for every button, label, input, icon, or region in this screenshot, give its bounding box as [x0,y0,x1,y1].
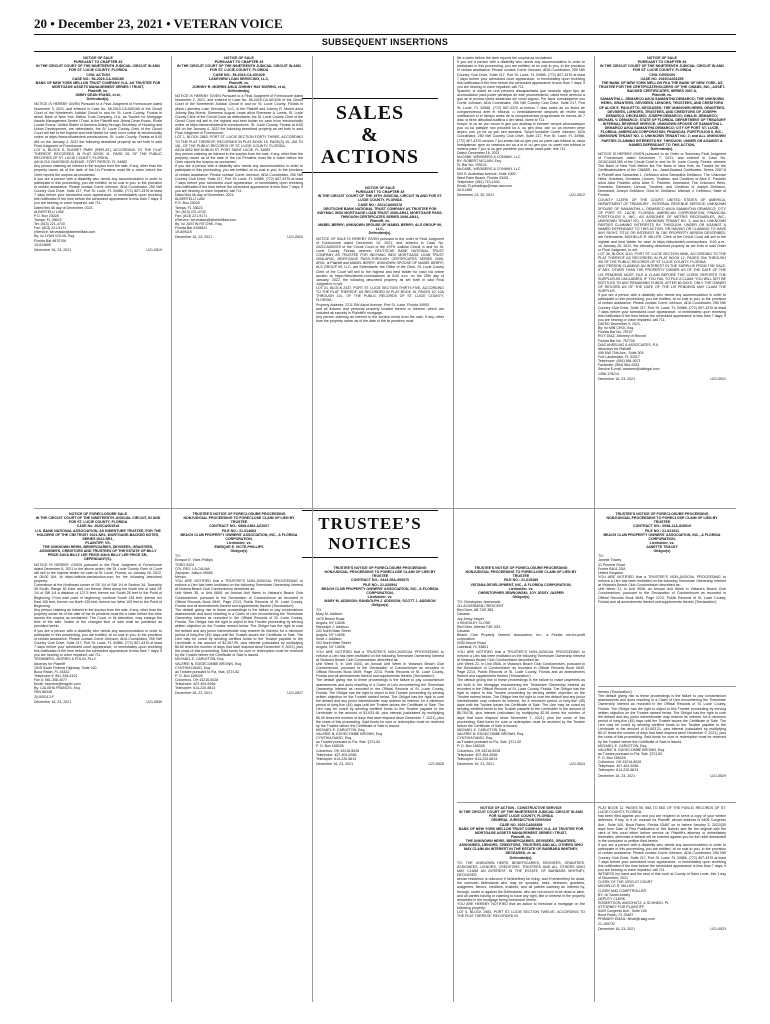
notice-footer [598,377,726,381]
column-divider [594,56,595,1002]
notice-title: NOTICE OF FORECLOSURE SALE IN THE CIRCUIT COURT OF THE NINETEENTH JUDICIAL CIRCUIT, IN AND FOR ST. LUCIE COUNTY, FLORIDA CASE No. 2020CA001518 U.S. BANK NATIONAL ASSOCIATION, AS INDENTURE TRUSTEE, FOR THE HOLDERS OF THE CIM TRUST 2021-NR1, MORTGAGE-BACKED NOTES, SERIES 2021-NR1, PLAINTIFF, VS. THE UNKNOWN HEIRS, BENEFICIARIES, DEVISEES, GRANTEES, ASSIGNEES, CREDITORS AND TRUSTEES OF THE ESTATE OF BILLY PRICE A/K/A BILLY LEE PRICE A/K/A BILLY LEE PRICE SR., DEFENDANT(S). [35,512,161,562]
notice-column [316,186,444,506]
trustees-notices-heading [300,514,440,554]
notice-date: December 16, 23, 2021 [598,926,636,931]
page-header: 20 • December 23, 2021 • VETERAN VOICE [34,16,283,31]
sales-heading-rule-bottom [302,172,438,173]
notice-column [598,512,726,682]
notice-column [34,56,162,506]
notice-code: U21-0525 [428,761,444,766]
trustee-heading-rule-top [302,510,438,511]
notice-code: U21-0522 [569,193,585,198]
notice-column [598,56,726,506]
notice-column [457,56,585,506]
notice-date: December 16, 23, 2021 [34,247,72,252]
notice-body: NOTICE IS HEREBY GIVEN Pursuant to a Final Judgment of Foreclosure dated November 3, 2021, and entered in Case No. 56-2019-CA-000165 of the Circuit Court of the Nineteenth Judicial Circuit in and for St. Lucie County, Florida in which Bank of New York Mellon Trust Company, N.A. as Trustee for Mortgage Assets Management Series I Trust, is the Plaintiff and Jimmy Dean Evans, Rosie Louise Evans, United States of America Acting through Secretary of Housing and Urban Development, are defendants, the St. Lucie County Clerk of the Circuit Court will sell to the highest and best bidder for cash in/on online at electronically online at https://www.stlucieclerk.com/auctions, St. Lucie County, Florida at 8:00 AM on the January 4, 2022 the following described property as set forth in said Final Judgment of Foreclosure: LOT 6, BLOCK 9, SUNSET PARK (REPLAT), ACCORDING TO THE PLAT THEREOF, RECORDED IN PLAT BOOK 11, PAGE 28, OF THE PUBLIC RECORDS OF ST. LUCIE COUNTY, FLORIDA. A/K/A 210 OAKRIDGE AVENUE, FORT PIERCE, FL 34982 Any person claiming an interest in the surplus from the sale, if any, other than the property owner as of the date of the Lis Pendens must file a claim before the Clerk reports the surplus as unclaimed. If you are a person with a disability who needs any accommodation in order to participate in this proceeding, you are entitled, at no cost to you, to the provision of certain assistance. Please contact Corrie Johnson, ADA Coordinator, 250 NW Country Club Drive, Suite 217, Port St. Lucie, FL 34986, (772) 807-4370 at least 7 days before your scheduled court appearance, or immediately upon receiving this notification if the time before the scheduled appearance is less than 7 days; if you are hearing or voice impaired, call 711. Dated this 06 day of December, 2021. ALBERTELLI LAW P.O. Box 23028 Tampa, FL 33623 Tel: (813) 221-4743 Fax: (813) 221-9171 eService: servealaw@albertellilaw.com By: /s/ LYNN VOUIS, Esq. Florida Bar #870706 19-024689 [34,102,162,247]
notice-footer [457,762,585,766]
notice-footer [34,248,162,252]
sales-actions-heading [300,102,440,168]
notice-code: U21-0527 [287,691,303,696]
notice-date: December 23, 30, 2021 [457,193,495,198]
notice-column [316,566,444,1002]
notice-title: NOTICE OF ACTION - CONSTRUCTIVE SERVICE IN THE CIRCUIT COURT OF THE NINETEENTH JUDICIAL CIRCUIT IN AND FOR SAINT LUCIE COUNTY, FLORIDA GENERAL JURISDICTION DIVISION CASE NO. 2021CA001858 BANK OF NEW YORK MELLON TRUST COMPANY, N.A. AS TRUSTEE FOR MORTGAGE ASSETS MANAGEMENT SERIES I TRUST, Plaintiff, vs. THE UNKNOWN HEIRS, BENEFICIARIES, DEVISEES, GRANTEES, ASSIGNEES, LIENORS, CREDITORS, TRUSTEES AND ALL OTHERS WHO MAY CLAIM AN INTEREST IN THE ESTATE OF BARBARA WHITNEY, DECEASED, et. al. Defendant(s), [458,806,584,860]
sales-heading-amp: & [361,124,379,146]
notice-title: NOTICE OF SALE PURSUANT TO CHAPTER 45 IN THE CIRCUIT COURT OF THE NINETEENTH JUDICIAL CIRCUIT IN AND FOR ST. LUCIE COUNTY, FLORIDA CIVIL ACTION CASE NO.: 56-2019-CA-000165 BANK OF NEW YORK MELLON TRUST COMPANY, N.A. AS TRUSTEE FOR MORTGAGE ASSETS MANAGEMENT SERIES I TRUST, Plaintiff, vs. JIMMY DEAN EVANS, et al, Defendant(s). [35,56,161,102]
notice-date: December 16, 23, 2021 [34,699,72,704]
notice-body: thereto ('Declaration'). The default giving rise to these proceedings is the failure to pay condominium assessments and dues resulting in a Claim of Lien encumbering the Timeshare Ownership Interest as recorded in the Official Records of St. Lucie County, Florida. The Obligor has the right to object to this Trustee proceeding by serving written objection on the Trustee named below. The Obligor has the right to cure the default and any junior interestholder may redeem its interest, for a minimum period of forty-five (45) days until the Trustee issues the Certificate of Sale. The Lien may be cured by sending certified funds to the Trustee payable to the Lienholder in the amount of $1,903.21, plus interest (calculated by multiplying $0.47 times the number of days that have elapsed since December 9, 2021), plus the costs of this proceeding. Said funds for cure or redemption must be received by the Trustee before the Certificate of Sale is issued. MICHAEL E. CARLETON, Esq. VALERIE N. EDGECOMBE BROWN, Esq. as Trustee pursuant to Fla. Stat. §721.82 P. O. Box 165028 Columbus, OH 43216-5028 Telephone: 407-404-5266 Telecopier: 614-220-5613 [598,690,726,773]
notice-body: TO: Janette Tracey 31 Penmar Road Frome BA11 2DA United Kingdom YOU ARE NOTIFIED that a TRUSTEE'S NON-JUDICIAL PROCEEDING to enforce a Lien has been instituted on the following Timeshare Ownership Interest at Vistana's Beach Club Condominium described as: Unit Week 21, in Unit 0538, an Annual Unit Week in Vistana's Beach Club Condominium, pursuant to the Declaration of Condominium as recorded in Official Records Book 0649, Page 2213, Public Records of St. Lucie County, Florida and all amendments thereof and supplements thereto ('Declaration'). [598,554,726,604]
notice-column [598,690,726,800]
notice-title: TRUSTEE'S NOTICE OF FORECLOSURE PROCEEDING NONJUDICIAL PROCEEDING TO FORECLOSE CLAIM OF LIEN BY TRUSTEE CONTRACT NO.: 0538-21A-826919 FILE NO.: 21-021911 BEACH CLUB PROPERTY OWNERS' ASSOCIATION, INC., A FLORIDA CORPORATION, Lienholder, vs. JANETTE TRACEY Obligor(s) [603,512,721,554]
section-title: SUBSEQUENT INSERTIONS [321,37,449,47]
notice-date: December 16, 23, 2021 [175,691,213,696]
notice-body: TO: THE UNKNOWN HEIRS, BENEFICIARIES, DEVISEES, GRANTEES, ASSIGNEES, LIENORS, CREDITORS, TRUSTEES AND ALL OTHERS WHO MAY CLAIM AN INTEREST IN THE ESTATE OF BARBARA WHITNEY, DECEASED, whose residence is unknown if he/she/they be living; and if he/she/they be dead, the unknown defendants who may be spouses, heirs, devisees, grantees, assignees, lienors, creditors, trustees, and all parties claiming an interest by, through, under or against the Defendants, who are not known to be dead or alive, and all parties having or claiming to have any right, title or interest in the property described in the mortgage being foreclosed herein. YOU ARE HEREBY NOTIFIED that an action to foreclose a mortgage on the following property: LOT 6, BLOCK 1983, PORT ST. LUCIE SECTION TWELVE, ACCORDING TO THE PLAT THEREOF, RECORDED IN [457,860,585,919]
column-divider [453,56,454,1002]
trustee-heading-line: TRUSTEE’S [318,514,422,533]
notice-footer [598,927,726,931]
trustee-heading-line: NOTICES [328,534,412,553]
notice-code: U21-0529 [710,773,726,778]
horizontal-divider [457,802,736,803]
notice-code: U21-0521 [710,376,726,381]
column-divider [312,56,313,1002]
notice-title: NOTICE OF SALE PURSUANT TO CHAPTER 45 IN THE CIRCUIT COURT OF THE 19TH JUDICIAL CIRCUIT IN AND FOR ST. LUCIE COUNTY, FLORIDA CASE NO.: 2021CA000378 DEUTSCHE BANK NATIONAL TRUST COMPANY AS TRUSTEE FOR INDYMAC INDX MORTGAGE LOAN TRUST 2006-AR41, MORTGAGE PASS-THROUGH CERTIFICATES SERIES 2006-AR41, Plaintiff, vs. MABEL BERRY; UNKNOWN SPOUSE OF MABEL BERRY; ALS GROUP 99, LLC, Defendant(s). [317,186,443,236]
section-rule [34,51,736,52]
notice-column [175,512,303,1002]
notice-title: TRUSTEE'S NOTICE OF FORECLOSURE PROCEEDING NONJUDICIAL PROCEEDING TO FORECLOSE CLAIM OF LIEN BY TRUSTEE CONTRACT NO.: 0443-05A-909370 FILE NO.: 21-020904 BEACH CLUB PROPERTY OWNERS' ASSOCIATION, INC., A FLORIDA CORPORATION, Lienholder, vs. MARY M. ADDISON; RANDOLPH J. ADDISON; SCOTT J. ADDISON Obligor(s) [321,566,439,608]
notice-date: December 16, 23, 2021 [457,761,495,766]
notice-footer [598,774,726,778]
notice-column [598,806,726,1002]
trustee-heading-rule-bottom [302,557,438,558]
notice-footer [316,762,444,766]
notice-body: COUNTY CLERK OF THE COURT; UNITED STATES OF AMERICA, DEPARTMENT OF TREASURY - INTERNAL REVENUE SERVICE; UNKNOWN SPOUSE OF SAMANTHA L. DEMARCO A/K/A SAMANTHA DEMARCO; CITY OF PORT ST. LUCIE, FLORIDA; AMERICAN CORPORATION; FINANCIAL PORTFOLIOS II, INC., AS ASSIGNEE OF METRIS RECEIVABLES, INC.; UNKNOWN TENANT NO. 1; UNKNOWN TENANT NO. 2; and ALL UNKNOWN PARTIES CLAIMING INTERESTS BY, THROUGH, UNDER OR AGAINST A NAMED DEFENDANT TO THIS ACTION, OR HAVING OR CLAIMING TO HAVE ANY RIGHT, TITLE OR INTEREST IN THE PROPERTY HEREIN DESCRIBED, are Defendants, MICHELLE R. MILLER, Clerk of the Circuit Court will sell to the highest and best bidder for cash at https://stlucieclerk.com/auctions, 8:00 a.m., on January 25, 2022, the following described property as set forth in said Order or Final Judgment, to wit: LOT 30, BLOCK 1110, PORT ST. LUCIE SECTION NINE, ACCORDING TO THE PLAT THEREOF AS RECORDED IN PLAT BOOK 12, PAGES 39A THROUGH 39I OF THE PUBLIC RECORDS OF ST. LUCIE COUNTY, FLORIDA. ANY PERSON CLAIMING AN INTEREST IN THE SURPLUS FROM THE SALE, IF ANY, OTHER THAN THE PROPERTY OWNER AS OF THE DATE OF THE LIS PENDENS MUST FILE A CLAIM BEFORE THE CLERK REPORTS THE SURPLUS AS UNCLAIMED. IF YOU FAIL TO FILE A CLAIM, YOU WILL NOT BE ENTITLED TO ANY REMAINING FUNDS. AFTER 60 DAYS, ONLY THE OWNER OF RECORD AS OF THE DATE OF THE LIS PENDENS MAY CLAIM THE SURPLUS. If you are a person with a disability who needs any accommodation in order to participate in this proceeding, you are entitled, at no cost to you, to the provision of certain assistance. Please contact Corrie Johnson, ADA Coordinator, 250 NW Country Club Drive, Suite 217, Port St. Lucie, FL 34986, (772) 807-4370 at least 7 days before your scheduled court appearance, or immediately upon receiving this notification if the time before the scheduled appearance is less than 7 days; if you are hearing or voice impaired, call 711. DATED December 9, 2021. By: /s/ MIN CHOI, Esq. Florida Bar No. 75707 ROY DIAZ, Attorney of Record Florida Bar No. 767700 DIAZ ANSELMO & ASSOCIATES, P.A. Attorneys for Plaintiff 499 NW 70th Ave., Suite 309 Fort Lauderdale, FL 33317 Telephone: (954) 564-0071 Facsimile: (954) 564-9252 Service E-mail: answers@dallegal.com 1496-175214 [598,198,726,376]
notice-column [34,512,162,1002]
notice-body: TO: Christopher Jewnowski 111 ACKERMAN CRESCENT Red Deer, AB T4R 3B3 Canada Joy Jessy Jasper 4 KINGSLEY CLOSE Red Deer, Alberta T4R 3G3 Canada Beach Club Property Owners' Association, Inc., a Florida not-for-profit corporation 9250 Airport Road Lakeland, FL 33801 YOU ARE NOTIFIED that a TRUSTEE'S NON-JUDICIAL PROCEEDING to enforce a Lien has been instituted on the following Timeshare Ownership Interest at Vistana's Beach Club Condominium described as: Unit Week 22, in Unit 0506, in Vistana's Beach Club Condominium, pursuant to the Declaration of Condominium as recorded in Official Records Book 0649, Page 2213, Public Records of St. Lucie County, Florida and all amendments thereof and supplements thereto ('Declaration'). The default giving rise to these proceedings is the failure to make payments as set forth in the Mortgage encumbering the Timeshare Ownership Interest as recorded in the Official Records of St. Lucie County, Florida. The Obligor has the right to object to this Trustee proceeding by serving written objection on the Trustee named below. The Obligor has the right to cure the default and any junior interestholder may redeem its interest, for a minimum period of forty-five (45) days until the Trustee issues the Certificate of Sale. The Lien may be cured by sending certified funds to the Trustee payable to the Lienholder in the amount of $8,754.36, plus interest (calculated by multiplying $2.56 times the number of days that have elapsed since December 7, 2021), plus the costs of this proceeding. Said funds for cure or redemption must be received by the Trustee before the Certificate of Sale is issued. MICHAEL E. CARLETON, Esq. VALERIE N. EDGECOMBE BROWN, Esq. CYNTHIA DAVID, Esq. as Trustee pursuant to Fla. Stat. §721.82 P. O. Box 165028 Columbus, OH 43216-5028 Telephone: 407-404-5266 Telecopier: 614-220-5613 [457,600,585,761]
sales-heading-line: SALES [335,102,405,124]
notice-column [457,806,585,1002]
horizontal-divider [34,508,736,509]
notice-date: December 16, 23, 2021 [598,773,636,778]
notice-body: NOTICE OF SALE IS HEREBY GIVEN pursuant to the order of Final Judgment of Foreclosure dated December 10, 2021, and entered in Case No. 2021CA000378 of the Circuit Court of the 19TH Judicial Circuit in and for St. Lucie County, Florida, wherein DEUTSCHE BANK NATIONAL TRUST COMPANY AS TRUSTEE FOR INDYMAC INDX MORTGAGE LOAN TRUST 2006-AR41, MORTGAGE PASS-THROUGH CERTIFICATES SERIES 2006-AR41, is Plaintiff and MABEL BERRY; UNKNOWN SPOUSE OF MABEL BERRY; ALS GROUP 99, LLC, are Defendants, the Office of the Clerk, St. Lucie County Clerk of the Court will sell to the highest and best bidder for cash via online auction at https://stlucieclerk.com/auctions at 8:00 a.m. on the 25th day of January, 2022, the following described property as set forth in said Final Judgment, to wit: LOT 21, BLOCK 2437, PORT ST. LUCIE SECTION THIRTY-FIVE, ACCORDING TO THE PLAT THEREOF, AS RECORDED IN PLAT BOOK 15, PAGES 10, 10A THROUGH 10L, OF THE PUBLIC RECORDS OF ST. LUCIE COUNTY, FLORIDA. Property Address: 2211 SW Ascot Avenue, Port St. Lucie, Florida 34953 and all fixtures and personal property located therein or thereon, which are included as security in Plaintiff's mortgage. Any person claiming an interest in the surplus funds from the sale, if any, other than the property owner as of the date of the lis pendens must [316,236,444,323]
notice-title: NOTICE OF SALE PURSUANT TO CHAPTER 45 IN THE CIRCUIT COURT OF THE NINETEENTH JUDICIAL CIRCUIT IN AND FOR ST. LUCIE COUNTY, FLORIDA CIVIL DIVISION CASE NO. 2019CA001359 THE BANK OF NEW YORK MELLON FKA THE BANK OF NEW YORK, AS TRUSTEE FOR THE CERTIFICATEHOLDERS OF THE CWABS, INC., ASSET-BACKED CERTIFICATES, SERIES 2007-8, Plaintiff, vs. SAMANTHA L. DEMARCO A/K/A SAMANTHA DEMARCO; THE UNKNOWN HEIRS, GRANTEES, DEVISEES, LIENORS, TRUSTEES, AND CREDITORS OF ALICE E. PAOLETTO, DECEASED; THE UNKNOWN HEIRS, GRANTEES, DEVISEES, LIENORS, TRUSTEES, AND CREDITORS OF JOSEPH DEMARCO, DECEASED; JOSEPH DEMARCO; GINA M. DEMARCO; MICHAEL V. DEMARCO; STATE OF FLORIDA, DEPARTMENT OF TREASURY - INTERNAL REVENUE SERVICE; UNKNOWN SPOUSE OF SAMANTHA L. DEMARCO A/K/A SAMANTHA DEMARCO; CITY OF PORT ST. LUCIE, FLORIDA; AMERICAN CORPORATION; FINANCIAL PORTFOLIOS II, INC.; UNKNOWN TENANT NO. 1; UNKNOWN TENANT NO. 2; and ALL UNKNOWN PARTIES CLAIMING INTERESTS BY, THROUGH, UNDER OR AGAINST A NAMED DEFENDANT TO THIS ACTION, Defendant(s). [598,56,726,151]
notice-body: PLAT BOOK 12, PAGES 55, 55A TO 55G OF THE PUBLIC RECORDS OF ST. LUCIE COUNTY, FLORIDA. has been filed against you and you are required to serve a copy of your written defenses, if any, to it on counsel for Plaintiff, whose address is 6409 Congress Ave., Suite 100, Boca Raton, Florida 33487 on or before January 3, 2022/(30 days from Date of First Publication of this Notice) and file the original with the clerk of this court either before service on Plaintiff's attorney or immediately thereafter; otherwise a default will be entered against you for the relief demanded in the complaint or petition filed herein. If you are a person with a disability who needs any accommodation in order to participate in this proceeding, you are entitled, at no cost to you, to the provision of certain assistance. Please contact Corrie Johnson, ADA Coordinator, 250 NW Country Club Drive, Suite 217, Port St. Lucie, FL 34986, (772) 807-4370 at least 7 days before your scheduled court appearance, or immediately upon receiving this notification if the time before the scheduled appearance is less than 7 days; if you are hearing or voice impaired, call 711. WITNESS my hand and the seal of this court at County of Saint Lucie, this 1 day of December, 2021 CLERK OF THE CIRCUIT COURT MICHELLE R. MILLER CLERK AND COMPTROLLER BY: /s/ Sarah Ansley DEPUTY CLERK ROBERTSON, ANSCHUTZ, & SCHNEID, PL ATTORNEY FOR PLAINTIFF 6409 Congress Ave., Suite 100 Boca Raton, FL 33487 PRIMARY EMAIL: flmail@raslg.com 21-159732 [598,806,726,926]
notice-date: December 16, 23, 2021 [316,761,354,766]
notice-code: U21-0523 [710,926,726,931]
notice-code: U21-0519 [146,247,162,252]
notice-title: TRUSTEE'S NOTICE OF FORECLOSURE PROCEEDING NONJUDICIAL PROCEEDING TO FORECLOSE CLAIM OF LIEN BY TRUSTEE CONTRACT NO.: 0808-0383-AZ2007 FILE NO.: 21-014863 BEACH CLUB PROPERTY OWNERS' ASSOCIATION, INC., A FLORIDA CORPORATION, Lienholder, vs. ENRIQUE E. VICTE-PHILLIPS Obligor(s) [180,512,298,554]
notice-body: TO: Mary M. Addison 1670 Beach Road Angola, NY 14006 Randolph J. Addison 202 North Main Street Angola, NY 14006 Scott J. Addison 202 North Main Street Angola, NY 14006 YOU ARE NOTIFIED that a TRUSTEE'S NON-JUDICIAL PROCEEDING to enforce a Lien has been instituted on the following Timeshare Ownership Interest at Vistana's Beach Club Condominium described as: Unit Week 5, in Unit 0443, an Annual Unit Week in Vistana's Beach Club Condominium, pursuant to the Declaration of Condominium as recorded in Official Records Book 0649, Page 2213, Public Records of St. Lucie County, Florida and all amendments thereof and supplements thereto ('Declaration'). The default giving rise to these proceedings is the failure to pay condominium assessments and dues resulting in a Claim of Lien encumbering the Timeshare Ownership Interest as recorded in the Official Records of St. Lucie County, Florida. The Obligor has the right to object to this Trustee proceeding by serving written objection on the Trustee named below. The Obligor has the right to cure the default and any junior interestholder may redeem its interest, for a minimum period of forty-five (45) days until the Trustee issues the Certificate of Sale. The Lien may be cured by sending certified funds to the Trustee payable to the Lienholder in the amount of $1,933.46, plus interest (calculated by multiplying $0.49 times the number of days that have elapsed since December 7, 2021), plus the costs of this proceeding. Said funds for cure or redemption must be received by the Trustee before the Certificate of Sale is issued. MICHAEL E. CARLETON, Esq. VALERIE N. EDGECOMBE BROWN, Esq. CYNTHIA DAVID, Esq. as Trustee pursuant to Fla. Stat. §721.82 P. O. Box 165028 Columbus, OH 43216-5028 Telephone: 407-404-5266 Telecopier: 614-220-5613 [316,608,444,761]
notice-body: file a claim before the clerk reports the surplus as unclaimed. If you are a person with a disability who needs any accommodation in order to participate in this proceeding, you are entitled, at no cost to you, to the provision of certain assistance. Please contact Corrie Johnson, ADA Coordinator, 250 NW Country Club Drive, Suite 217, Port St. Lucie, FL 34986, (772) 807-4370 at least 7 days before your scheduled court appearance, or immediately upon receiving this notification if the time before the scheduled appearance is less than 7 days; if you are hearing or voice impaired, call 711. Spanish: si usted es una persona discapacitada que necesita algun tipo de acomodacion para poder participar de este procedimiento, usted tiene derecho a que se le provea cierta asistencia sin costo alguno. Por favor comuniquese con Corrie Johnson, ADA Coordinator, 250 NW Country Club Drive, Suite 217, Port St. Lucie, FL 34986, (772) 807-4370 al menos 7 dias antes de su fecha de comparecencia ante el tribunal, o inmediatamente despues de recibir esta notificacion si el tiempo antes de la comparecencia programada es menos de 7 dias; si tiene dificultad auditiva o del habla, llame al 711. Kreyol: si ou se yon moun ki gen yon andikap ki bezwen nenpot akomodasyon pou ou ka patisipe nan pwosedi sa a, ou gen dwa, san ou pa bezwen peye anyen, pou yo ba ou yon seri asistans. Tanpri kontakte Corrie Johnson, ADA Coordinator, 250 NW Country Club Drive, Suite 217, Port St. Lucie, FL 34986, (772) 807-4370 omwen 7 jou anvan dat ou gen pou ou parèt nan tribinal la, oswa imedyatman apre ou resevwa avi sa a si le ou gen pou ou parèt nan tribinal la mwens pase 7 jou; si ou gen pwoblem pou tande oswa pale, rele 711. Dated: December 16, 2021 McCABE, WEISBERG & CONWAY, LLC BY: ROBERT MCLAIN, Esq. FL Bar No: 195121 McCABE, WEISBERG & CONWAY, LLC 500 S. Australian Avenue, Suite 1000 West Palm Beach, Florida 33401 Telephone: (561) 713-1400 Email: FLpleadings@mwc-law.com 20-01465 [457,56,585,192]
notice-code: U21-0520 [287,235,303,240]
notice-date: December 16, 23, 2021 [175,235,213,240]
notice-code: U21-0524 [569,761,585,766]
notice-body: NOTICE IS HEREBY GIVEN pursuant to an Order or Summary Final Judgment of Foreclosure dated December 7, 2021, and entered in Case No. 2019CA001359 of the Circuit Court in and for St. Lucie County, Florida, wherein The Bank of New York Mellon fka The Bank of New York, as Trustee for the Certificateholders of the CWABS, Inc., Asset-Backed Certificates, Series 2007-8 is Plaintiff and Samantha L. DeMarco a/k/a Samantha DeMarco; The Unknown Heirs, Grantees, Devisees, Lienors, Trustees, and Creditors of Alice E. Paoletto a/k/a Alice Paoletto a/k/a Alice E. Paoletto, Deceased; The Unknown Heirs, Grantees, Devisees, Lienors, Trustees, and Creditors of Joseph DeMarco, Deceased; Joseph DeMarco; Gina M. DeMarco; Michael V. DeMarco; State of Florida, [598,151,726,198]
notice-footer [175,235,303,239]
notice-title: NOTICE OF SALE PURSUANT TO CHAPTER 45 IN THE CIRCUIT COURT OF THE NINETEENTH JUDICIAL CIRCUIT IN AND FOR ST. LUCIE COUNTY, FLORIDA CASE NO.: 56-2019-CA-001026 LAKEVIEW LOAN SERVICING, LLC, Plaintiff, vs. JOHNNY R. MORRIS A/K/A JOHNNY RAY MORRIS, et al, Defendant(s). [177,56,301,93]
notice-footer [175,691,303,695]
notice-footer [34,700,162,704]
notice-footer [457,193,585,197]
notice-body: NOTICE IS HEREBY GIVEN pursuant to the Final Judgment of Foreclosure dated December 8, 2021 in the above action, the St. Lucie County Clerk of Court will sell to the highest bidder for cash at St. Lucie, Florida, on January 26, 2022, at 08:00 AM, at https://stlucie.clerkauction.com for the following described property: Commence at the Northeast corner of SE 1/4 of SW 1/4 of Section 34, Township 35 South, Range 40 East, and run thence West along the North line of said SE 1/4 of SW 1/4 a distance of 127.5 feet; thence run South 25 feet to the Point of Beginning. From said point of beginning, continue South 135 feet, thence run East 100 feet, thence run North 135 feet, thence run West 100 feet to the Point of Beginning. Any person claiming an interest in the surplus from the sale, if any, other than the property owner as of the date of the lis pendens must file a claim before the clerk reports the surplus as unclaimed. The Court, in its discretion, may enlarge the time of the sale. Notice of the changed time of sale shall be published as provided herein. If you are a person with a disability who needs any accommodation in order to participate in this proceeding, you are entitled, at no cost to you, to the provision of certain assistance. Please contact Corrie Johnson, ADA Coordinator, 250 NW Country Club Drive, Suite 217, Port St. Lucie, FL 34986, (772) 807-4370 at least 7 days before your scheduled court appearance, or immediately upon receiving this notification if the time before the scheduled appearance is less than 7 days; if you are hearing or voice impaired, call 711. TROMBERG, MORRIS & POLIN, PLLC Attorney for Plaintiff 1515 South Federal Highway, Suite 100 Boca Raton, FL 33432 Telephone #: 561-338-4101 Fax #: 561-338-4077 Email: eservice@tmppllc.com By: CALISHA FRANCIS, Esq. FBN 86348 20-000113-F [34,562,162,699]
notice-code: U21-0530 [146,699,162,704]
header-rule [34,34,736,35]
column-divider [171,56,172,1002]
sales-heading-line: ACTIONS [320,146,420,168]
notice-column [175,56,303,506]
notice-body: NOTICE IS HEREBY GIVEN Pursuant to a Final Judgment of Foreclosure dated November 2, 2021, and entered in Case No. 56-2019-CA-001026 of the Circuit Court of the Nineteenth Judicial Circuit in and for St. Lucie County, Florida in which Lakeview Loan Servicing, LLC, is the Plaintiff and Johnny R. Morris a/k/a Johnny Ray Morris, Shereese August Lewis a/k/a Shereese A. Lewis, St. Lucie County Clerk of the Circuit Court as defendants, the St. Lucie County Clerk of the Circuit Court will sell to the highest and best bidder for cash in/on electronically online at https://www.stlucieclerk.com/auctions, St. Lucie County, Florida at 8:00 AM on the January 4, 2022 the following described property as set forth in said Final Judgment of Foreclosure: LOT 1, BLOCK 2863, PORT ST. LUCIE SECTION FORTY THREE, ACCORDING TO THE PLAT THEREOF, RECORDED IN PLAT BOOK 16, PAGE(S) 15, 15A TO 15L, OF THE PUBLIC RECORDS OF ST. LUCIE COUNTY, FLORIDA. A/K/A 5532 NW DUBLIN ST, PORT SAINT LUCIE, FL 34983 Any person claiming an interest in the surplus from the sale, if any, other than the property owner as of the date of the Lis Pendens must file a claim before the Clerk reports the surplus as unclaimed. If you are a person with a disability who needs any accommodation in order to participate in this proceeding, you are entitled, at no cost to you, to the provision of certain assistance. Please contact Corrie Johnson, ADA Coordinator, 250 NW Country Club Drive, Suite 217, Port St. Lucie, FL 34986, (772) 807-4370 at least 7 days before your scheduled court appearance, or immediately upon receiving this notification if the time before the scheduled appearance is less than 7 days; if you are hearing or voice impaired, call 711. Dated this 06 day of December, 2021. ALBERTELLI LAW P.O. Box 23028 Tampa, FL 33623 Tel: (813) 221-4743 Fax: (813) 221-9171 eService: servealaw@albertellilaw.com By: /s/ JUSTIN RITCHIE, Esq. Florida Bar #106621 19-009115 [175,94,303,235]
sales-heading-rule-top [302,98,438,99]
notice-date: December 16, 23, 2021 [598,376,636,381]
horizontal-divider [598,686,736,687]
notice-title: TRUSTEE'S NOTICE OF FORECLOSURE PROCEEDING NONJUDICIAL PROCEEDING TO FORECLOSE CLAIM OF LIEN BY TRUSTEE FILE NO.: 21-015485 VISTANA DEVELOPMENT, INC., A FLORIDA CORPORATION, Lienholder, vs. CHRISTOPHER JEWNOWSKI; JOY JESSY JASPER Obligor(s) [465,566,577,599]
notice-body: TO: Enrique E. Victe-Phillips TORO 5324 COL RES. LA CALMA Zapopan, Jalisco 45080 Mexico YOU ARE NOTIFIED that a TRUSTEE'S NON-JUDICIAL PROCEEDING to enforce a Lien has been instituted on the following Timeshare Ownership Interest at Vistana Beach Club Condominium described as: Unit Week 35, in Unit 0808, an Annual Unit Week in Vistana's Beach Club Condominium, pursuant to the Declaration of Condominium as recorded in Official Records Book 0649, Page 2213, Public Records of St. Lucie County, Florida and all amendments thereof and supplements thereto ('Declaration'). The default giving rise to these proceedings is the failure to pay condominium assessments and dues resulting in a Claim of Lien encumbering the Timeshare Ownership Interest as recorded in the Official Records of St. Lucie County, Florida. The Obligor has the right to object to this Trustee proceeding by serving written objection on the Trustee named below. The Obligor has the right to cure the default and any junior interestholder may redeem its interest, for a minimum period of forty-five (45) days until the Trustee issues the Certificate of Sale. The Lien may be cured by sending certified funds to the Trustee payable to the Lienholder in the amount of $2,357.99, plus interest (calculated by multiplying $0.60 times the number of days that have elapsed since December 9, 2021), plus the costs of this proceeding. Said funds for cure or redemption must be received by the Trustee before the Certificate of Sale is issued. MICHAEL E. CARLETON, Esq. VALERIE N. EDGECOMBE BROWN, Esq. CYNTHIA DAVID, Esq. as Trustee pursuant to Fla. Stat. §721.82 P. O. Box 165028 Columbus, OH 43216-5028 Telephone: 407-404-5266 Telecopier: 614-220-5613 [175,554,303,691]
